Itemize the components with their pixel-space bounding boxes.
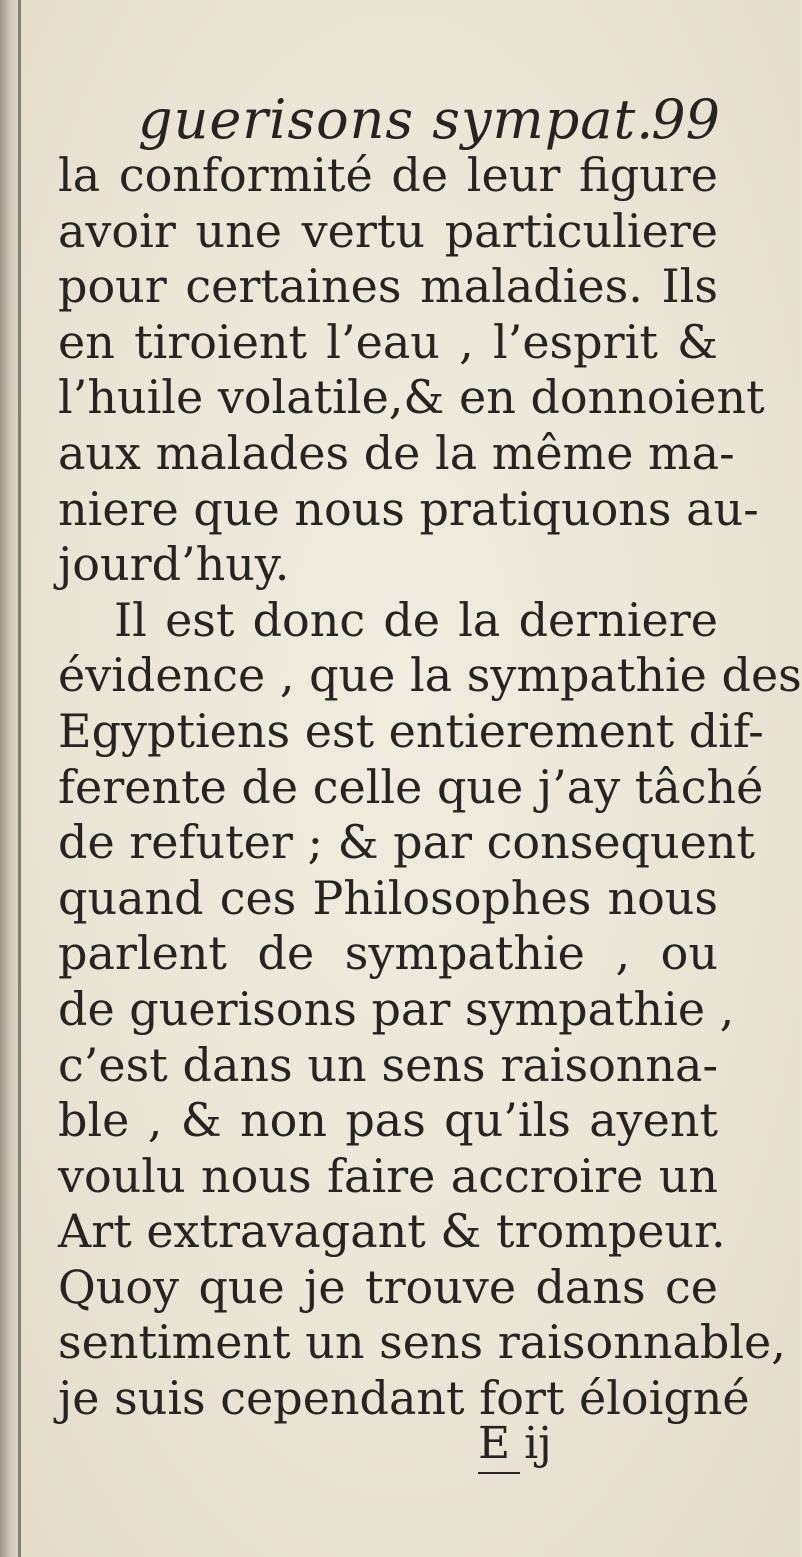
text-line: sentiment un sens raisonnable, — [58, 1315, 786, 1370]
text-line: je suis cependant fort éloigné — [58, 1371, 750, 1426]
text-line: avoir une vertu particuliere — [58, 203, 718, 258]
body-text — [58, 148, 802, 1427]
text-line: Egyptiens est entierement dif- — [58, 703, 764, 758]
text-line: Quoy que je trouve dans ce — [58, 1259, 718, 1314]
text-line: de refuter ; & par consequent — [58, 815, 755, 870]
text-line: niere que nous pratiquons au- — [58, 481, 759, 536]
text-line: aux malades de la même ma- — [58, 425, 735, 480]
running-head: guerisons sympat. — [138, 88, 655, 151]
text-line: quand ces Philosophes nous — [58, 870, 718, 925]
text-line: parlent de sympathie , ou — [58, 926, 718, 981]
paragraph-first-line: Il est donc de la derniere — [114, 592, 718, 647]
text-line: évidence , que la sympathie des — [58, 648, 802, 703]
text-line: Art extravagant & trompeur. — [58, 1204, 726, 1259]
signature-mark — [478, 1414, 552, 1474]
text-line: l’huile volatile,& en donnoient — [58, 370, 765, 425]
signature-text: E ij — [478, 1418, 552, 1469]
text-line: en tiroient l’eau , l’esprit & — [58, 314, 718, 369]
text-line: c’est dans un sens raisonna- — [58, 1037, 718, 1092]
binding-edge-line — [18, 0, 21, 1557]
text-line: jourd’huy. — [58, 537, 290, 592]
text-line: la conformité de leur figure — [58, 148, 718, 202]
text-line: pour certaines maladies. Ils — [58, 259, 718, 314]
signature-underline — [478, 1472, 520, 1474]
text-line: de guerisons par sympathie , — [58, 981, 735, 1036]
text-line: ble , & non pas qu’ils ayent — [58, 1093, 718, 1148]
page-number: 99 — [651, 88, 720, 151]
text-line: voulu nous faire accroire un — [58, 1148, 718, 1203]
text-line: ferente de celle que j’ay tâché — [58, 759, 764, 814]
